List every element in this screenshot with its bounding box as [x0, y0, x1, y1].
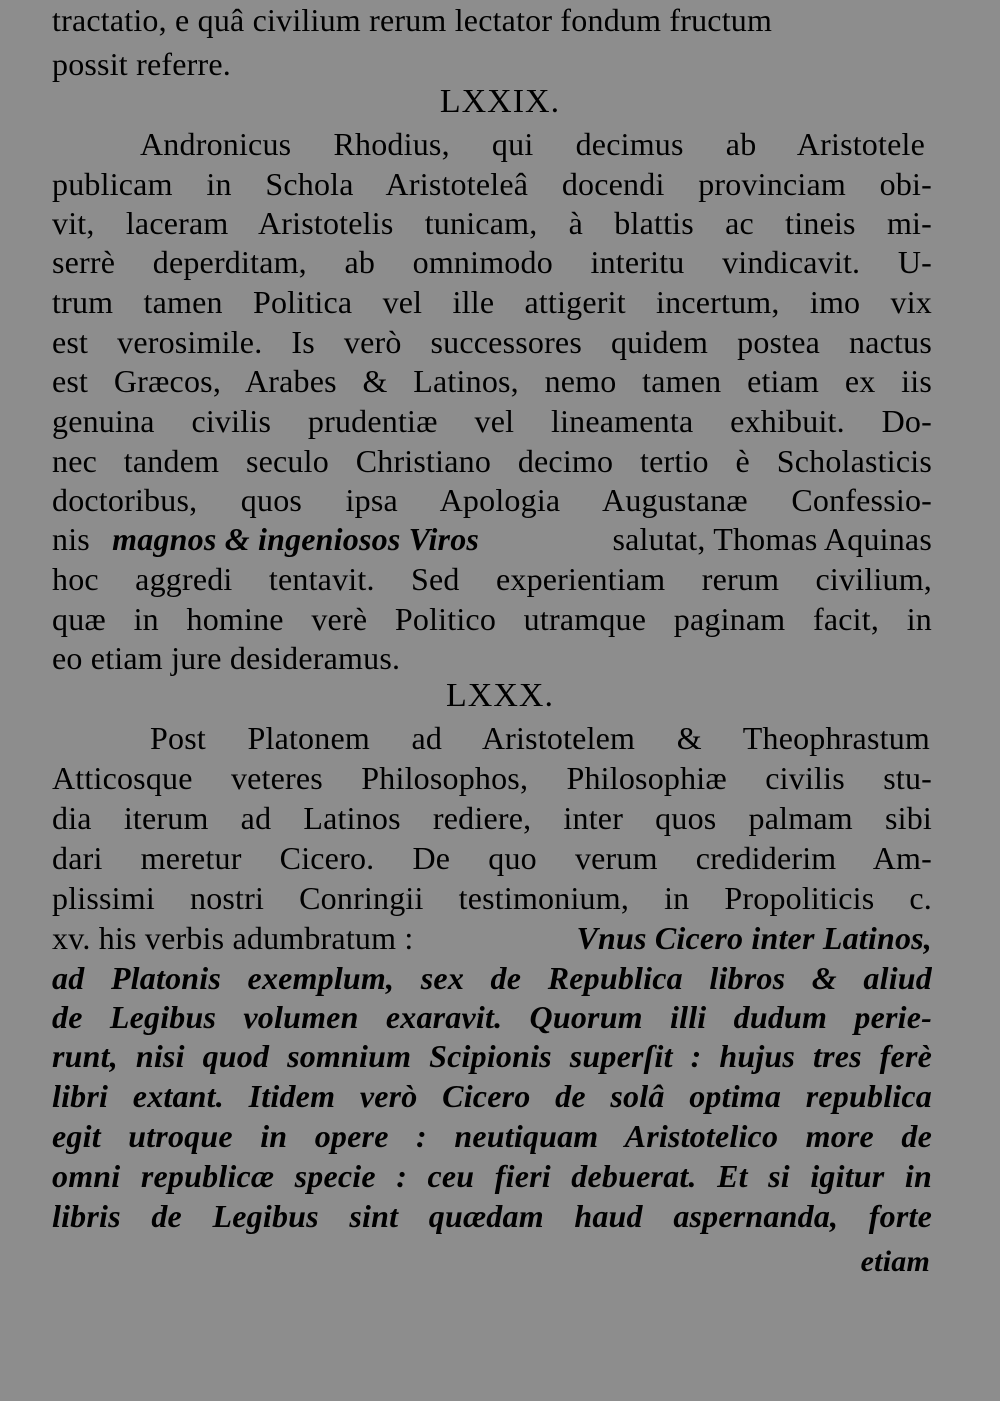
- text-line-11: nec tandem seculo Christiano decimo tertio è Scholasticis: [52, 443, 932, 479]
- text-line-7: trum tamen Politica vel ille attigerit incertum, imo vix: [52, 284, 932, 320]
- text-line-16: eo etiam jure desideramus.: [52, 640, 401, 676]
- italic-line-4: runt, nisi quod somnium Scipionis superſit : hujus tres ferè: [52, 1038, 932, 1074]
- section-heading-80: LXXX.: [446, 677, 554, 714]
- text-line-5: vit, laceram Aristotelis tunicam, à blattis ac tineis mi-: [52, 205, 932, 241]
- italic-phrase: magnos & ingeniosos Viros: [112, 521, 480, 557]
- text-line-19: dia iterum ad Latinos rediere, inter quos palmam sibi: [52, 800, 932, 836]
- text-line-1: tractatio, e quâ civilium rerum lectator fondum fructum: [52, 2, 773, 38]
- text-line-22: [52, 918, 932, 958]
- catchword: etiam: [860, 1245, 930, 1278]
- text-line-4: publicam in Schola Aristoteleâ docendi provinciam obi-: [52, 166, 932, 202]
- text-run: xv. his verbis adumbratum :: [52, 920, 414, 956]
- italic-line-8: libris de Legibus sint quædam haud aspernanda, forte: [52, 1198, 932, 1234]
- text-line-10: genuina civilis prudentiæ vel lineamenta exhibuit. Do-: [52, 403, 932, 439]
- italic-line-7: omni republicæ specie : ceu fieri debuerat. Et si igitur in: [52, 1158, 932, 1194]
- text-line-14: hoc aggredi tentavit. Sed experientiam rerum civilium,: [52, 561, 932, 597]
- text-line-17: Post Platonem ad Aristotelem & Theophrastum: [150, 720, 930, 756]
- text-run: salutat, Thomas Aquinas: [612, 521, 932, 557]
- text-line-2: possit referre.: [52, 46, 231, 82]
- text-line-6: serrè deperditam, ab omnimodo interitu vindicavit. U-: [52, 244, 932, 280]
- italic-line-6: egit utroque in opere : neutiquam Aristotelico more de: [52, 1118, 932, 1154]
- text-line-12: doctoribus, quos ipsa Apologia Augustanæ Confessio-: [52, 482, 932, 518]
- text-line-13: [52, 519, 932, 559]
- italic-line-2: ad Platonis exemplum, sex de Republica libros & aliud: [52, 960, 932, 996]
- italic-line-3: de Legibus volumen exaravit. Quorum illi dudum perie-: [52, 999, 932, 1035]
- section-heading-79: LXXIX.: [439, 83, 561, 120]
- italic-line: Vnus Cicero inter Latinos,: [576, 920, 932, 956]
- italic-line-5: libri extant. Itidem verò Cicero de solâ optima republica: [52, 1078, 932, 1114]
- text-word: nis: [52, 521, 90, 557]
- text-line-21: plissimi nostri Conringii testimonium, in Propoliticis c.: [52, 880, 932, 916]
- text-line-20: dari meretur Cicero. De quo verum crediderim Am-: [52, 840, 932, 876]
- text-line-15: quæ in homine verè Politico utramque paginam facit, in: [52, 601, 932, 637]
- text-line-18: Atticosque veteres Philosophos, Philosophiæ civilis stu-: [52, 760, 932, 796]
- text-line-8: est verosimile. Is verò successores quidem postea nactus: [52, 324, 932, 360]
- text-line-9: est Græcos, Arabes & Latinos, nemo tamen etiam ex iis: [52, 363, 932, 399]
- text-line-3: Andronicus Rhodius, qui decimus ab Aristotele: [140, 126, 925, 162]
